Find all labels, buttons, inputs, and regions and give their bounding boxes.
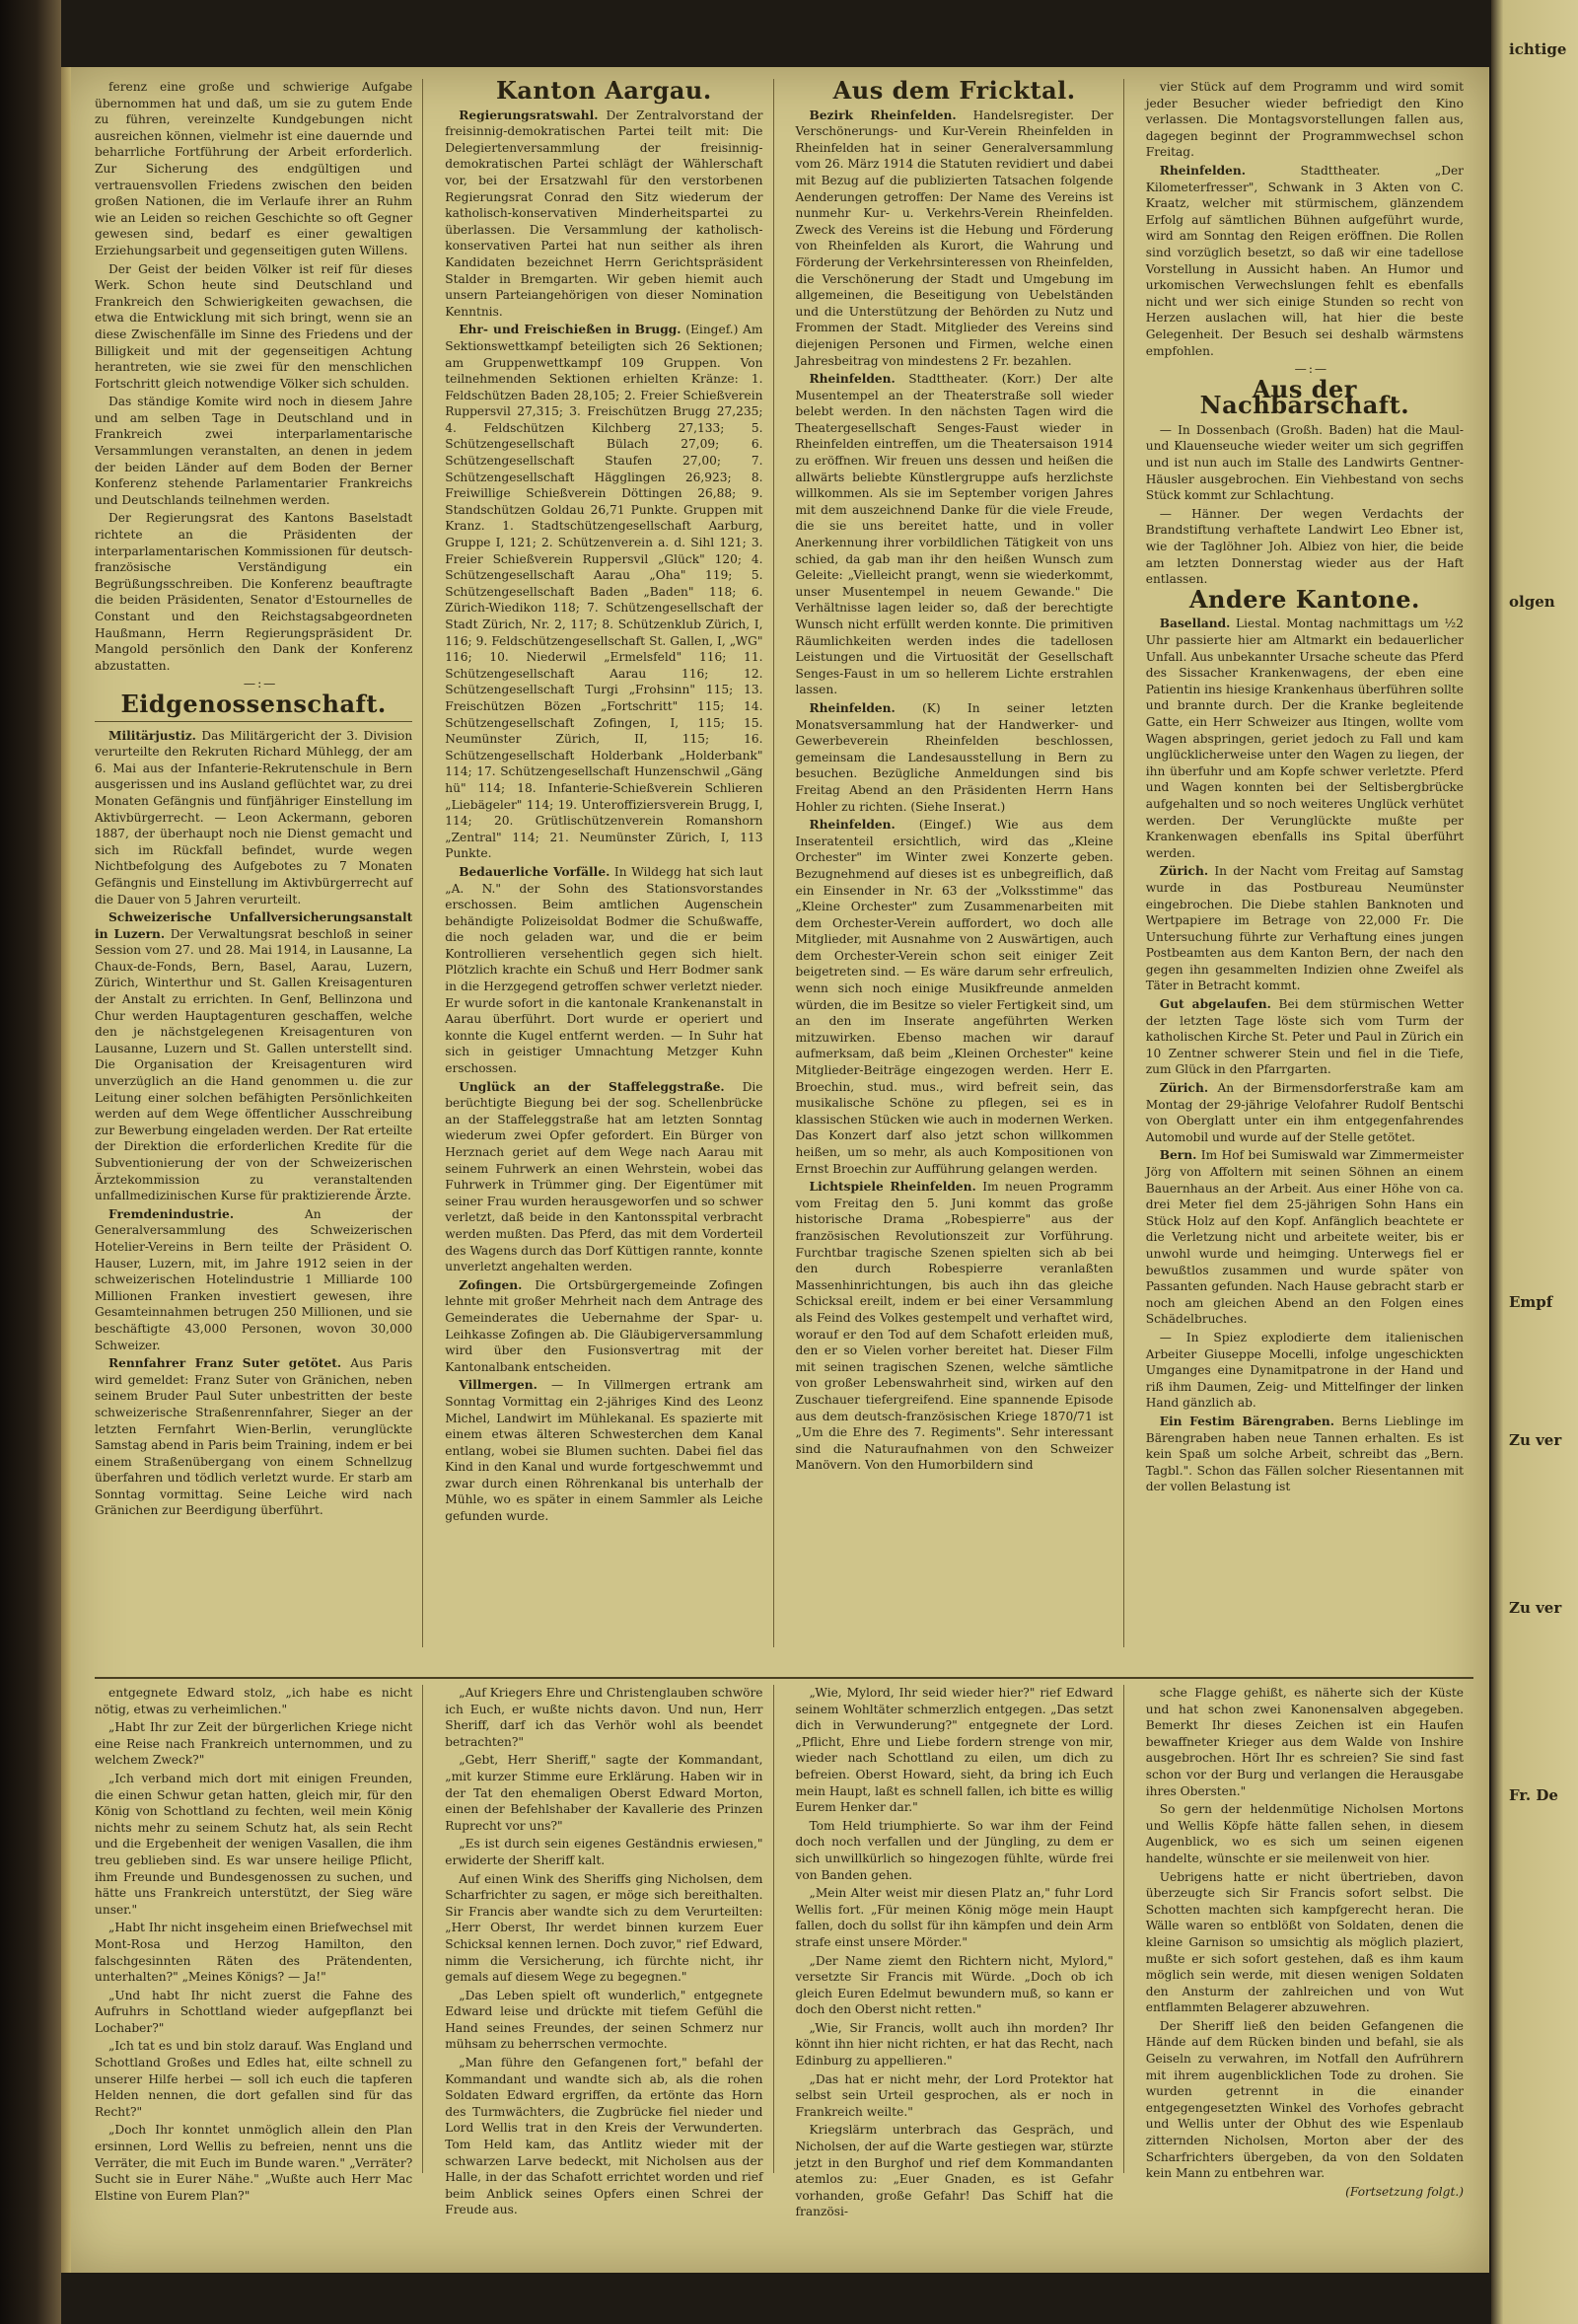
news-item: — Hänner. Der wegen Verdachts der Brandstiftung verhaftete Landwirt Leo Ebner ist, wie der Taglöhner Joh. Albiez von hier, die beide am letzten Donnerstag wieder aus der Haft entlassen. xyxy=(1145,506,1464,587)
news-item xyxy=(445,108,762,321)
news-item xyxy=(1146,616,1464,861)
item-text: Stadttheater. (Korr.) Der alte Musentempel an der Theaterstraße soll wieder belebt werden. In den nächsten Tagen wird die Theatergesellschaft Senges-Faust wieder in Rheinfelden eintreffen, um die Theatersaison 1914 zu eröffnen. Wir freuen uns dessen und heißen die allwärts beliebte Künstlergruppe aufs herzlichste willkommen. Als sie im September vorigen Jahres mit dem auszeichnend Danke für die viele Freude, die sie uns bereitet hatte, und in voller Anerkennung ihrer vorbildlichen Tätigkeit von uns schied, da gab man ihr den heißen Wunsch zum Geleite: „Vielleicht prangt, wenn sie wiederkommt, unser Musentempel in neuem Gewande." Die Verhältnisse lagen leider so, daß der berechtigte Wunsch nicht erfüllt werden konnte. Die primitiven Räumlichkeiten werden indes die tadellosen Leistungen und die Virtuosität der Gesellschaft Senges-Faust in um so hellerem Lichte erstrahlen lassen. xyxy=(795,372,1113,697)
story-paragraph: So gern der heldenmütige Nicholsen Mortons und Wellis Köpfe hätte fallen sehen, in diesem Augenblick, wo es sich um seinen eigenen handelte, wünschte er sie meilenweit von hier. xyxy=(1145,1802,1464,1865)
adjacent-fragment: ichtige xyxy=(1509,40,1567,58)
feuilleton-rule xyxy=(95,1677,1473,1679)
story-paragraph: entgegnete Edward stolz, „ich habe es nicht nötig, etwas zu verheimlichen." xyxy=(95,1686,413,1716)
story-column-1 xyxy=(95,1685,423,2203)
section-heading-eidgenossenschaft: Eidgenossenschaft. xyxy=(120,689,387,718)
story-column-4 xyxy=(1145,1685,1473,2199)
item-title: Militärjustiz. xyxy=(108,728,196,743)
item-title: Gut abgelaufen. xyxy=(1159,997,1271,1012)
article-paragraph: Der Regierungsrat des Kantons Baselstadt richtete an die Präsidenten der interparlamentarischen Kommissionen für deutsch-französische Verständigung ein Begrüßungsschreiben. Die Konferenz beauftragte die beiden Präsidenten, Senator d'Estournelles de Constant und den Reichstagsabgeordneten Haußmann, Herrn Regierungspräsident Dr. Mangold persönlich den Dank der Konferenz abzustatten. xyxy=(95,511,413,673)
story-paragraph: „Der Name ziemt den Richtern nicht, Mylord," versetzte Sir Francis mit Würde. „Doch ob ich gleich Euren Edelmut bewundern muß, so kann er doch den Oberst nicht retten." xyxy=(795,1953,1113,2017)
adjacent-fragment: Zu ver xyxy=(1509,1599,1562,1617)
story-paragraph: „Das Leben spielt oft wunderlich," entgegnete Edward leise und drückte mit tiefem Gefühl die Hand seines Freundes, der seinen Schmerz nur mühsam zu beherrschen vermochte. xyxy=(445,1988,763,2052)
item-text: Die berüchtigte Biegung bei der sog. Schellenbrücke an der Staffeleggstraße hat am letzten Sonntag wiederum zwei Opfer gefordert. Ein Bürger von Herznach geriet auf dem Wege nach Aarau mit seinem Fuhrwerk an einen Wehrstein, wobei das Fuhrwerk in Trümmer ging. Der Eigentümer mit seiner Frau wurden herausgeworfen und so schwer verletzt, daß beide in den Kantonsspital verbracht werden mußten. Das Pferd, das mit dem Vorderteil des Wagens durch das Dorf Küttigen rannte, konnte unverletzt angehalten werden. xyxy=(445,1079,763,1274)
news-item xyxy=(1146,163,1464,359)
item-text: Bei dem stürmischen Wetter der letzten Tage löste sich vom Turm der katholischen Kirche St. Peter und Paul in Zürich ein 10 Zentner schwerer Stein und fiel in die Tiefe, zum Glück in den Pfarrgarten. xyxy=(1145,997,1464,1077)
separator: —:— xyxy=(243,677,278,691)
section-heading-nachbarschaft: Aus der Nachbarschaft. xyxy=(1199,374,1410,420)
item-title: Rheinfelden. xyxy=(809,818,896,833)
story-paragraph: „Mein Alter weist mir diesen Platz an," fuhr Lord Wellis fort. „Für meinen König möge mein Haupt fallen, doch du sollst für ihn kämpfen und dein Arm strafe einst unsere Mörder." xyxy=(795,1886,1113,1949)
item-text: Der Zentralvorstand der freisinnig-demokratischen Partei teilt mit: Die Delegiertenversammlung der freisinnig-demokratischen Partei schlägt der Wählerschaft vor, bei der Ersatzwahl für den verstorbenen Regierungsrat Conrad den Sitz wiederum der katholisch-konservativen Minderheitspartei zu überlassen. Die Versammlung der katholisch-konservativen Partei hat nun seither als ihren Kandidaten bezeichnet Herrn Gerichtspräsident Stalder in Bremgarten. Wir geben hiemit auch unsern Parteiangehörigen von dieser Nomination Kenntnis. xyxy=(445,108,763,319)
item-text: An der Birmensdorferstraße kam am Montag der 29-jährige Velofahrer Rudolf Bentschi von Oberglatt unter ein ihm entgegenfahrendes Automobil und wurde auf der Stelle getötet. xyxy=(1145,1081,1464,1144)
news-item xyxy=(796,371,1113,698)
column-3 xyxy=(795,76,1124,1647)
story-paragraph: „Wie, Sir Francis, wollt auch ihn morden? Ihr könnt ihn hier nicht richten, er hat das Recht, nach Edinburg zu appellieren." xyxy=(795,2020,1113,2069)
item-title: Villmergen. xyxy=(459,1378,538,1393)
story-paragraph: sche Flagge gehißt, es näherte sich der Küste und hat schon zwei Kanonensalven abgegeben. Bemerkt Ihr dieses Zeichen ist ein Haufen bewaffneter Krieger aus dem Walde von Inshire ausgebrochen. Hört Ihr es schreien? Sie sind fast schon vor der Burg und verlangen die Herausgabe ihres Obersten." xyxy=(1145,1686,1464,1798)
article-paragraph: Das ständige Komite wird noch in diesem Jahre und am selben Tage in Deutschland und in Frankreich zwei interparlamentarische Versammlungen veranstalten, an denen in jedem der beiden Länder auf dem Boden der Berner Konferenz stehende Parlamentarier Frankreichs und Deutschlands teilnehmen werden. xyxy=(95,395,413,507)
story-paragraph: „Es ist durch sein eigenes Geständnis erwiesen," erwiderte der Sheriff kalt. xyxy=(445,1837,763,1867)
article-paragraph: Der Geist der beiden Völker ist reif für dieses Werk. Schon heute sind Deutschland und Frankreich den Schwierigkeiten gewachsen, die etwa die Entwicklung mit sich bringt, wenn sie an diese Zwischenfälle im Sinne des Friedens und der Billigkeit und mit der gegenseitigen Achtung herantreten, wie sie zwei für den menschlichen Fortschritt gleich notwendige Völker sich schulden. xyxy=(95,261,413,391)
item-title: Bedauerliche Vorfälle. xyxy=(459,864,610,879)
story-paragraph: „Man führe den Gefangenen fort," befahl der Kommandant und wandte sich ab, als die rohen Soldaten Edward ergriffen, da ertönte das Horn des Turmwächters, die Zugbrücke fiel nieder und Lord Wellis trat in den Kreis der Verwunderten. Tom Held kam, das Antlitz wieder mit der schwarzen Larve bedeckt, mit Nicholsen aus der Halle, in der das Schafott errichtet worden und rief beim Anblick seines Opfers einen Schrei der Freude aus. xyxy=(445,2056,763,2217)
item-title: Zürich. xyxy=(1159,1081,1209,1096)
item-title: Lichtspiele Rheinfelden. xyxy=(809,1180,976,1195)
story-paragraph: Auf einen Wink des Sheriffs ging Nicholsen, dem Scharfrichter zu sagen, er möge sich bereithalten. Sir Francis aber wandte sich zu dem Verurteilten: „Herr Oberst, Ihr werdet binnen kurzem Euer Schicksal kennen lernen. Doch zuvor," rief Edward, nimm die Versicherung, ich fürchte nicht, ihr gemals auf diesem Wege zu begegnen." xyxy=(445,1871,763,1985)
item-title: Rheinfelden. xyxy=(809,372,896,387)
news-item xyxy=(445,864,762,1077)
item-title: Bezirk Rheinfelden. xyxy=(809,108,957,122)
binding-gutter xyxy=(0,0,61,2324)
rule xyxy=(95,721,412,722)
news-item xyxy=(445,1079,762,1275)
news-item xyxy=(95,1355,412,1519)
item-title: Schweizerische Unfallversicherungsanstalt in Luzern. xyxy=(95,910,413,941)
story-paragraph: „Und habt Ihr nicht zuerst die Fahne des Aufruhrs in Schottland wieder aufgepflanzt bei Lochaber?" xyxy=(95,1988,413,2035)
item-text: In der Nacht vom Freitag auf Samstag wurde in das Postbureau Neumünster eingebrochen. Die Diebe stahlen Banknoten und Wertpapiere im Betrage von 22,000 Fr. Die Untersuchung führte zur Verhaftung eines jungen Postbeamten aus dem Kanton Bern, der nach den gegen ihn gesammelten Indizien ohne Zweifel als Täter in Betracht kommt. xyxy=(1145,864,1464,993)
story-column-3 xyxy=(795,1685,1124,2219)
news-item xyxy=(1146,1080,1464,1145)
news-item xyxy=(95,909,412,1204)
article-paragraph: vier Stück auf dem Programm und wird somit jeder Besucher wieder befriedigt den Kino verlassen. Die Montagsvorstellungen fallen aus, dagegen beginnt der Programmwechsel schon Freitag. xyxy=(1145,80,1464,160)
item-text: Liestal. Montag nachmittags um ½2 Uhr passierte hier am Altmarkt ein bedauerlicher Unfall. Aus unbekannter Ursache scheute das Pferd des Sissacher Krankenwagens, der eben eine Patientin ins hiesige Krankenhaus überführen sollte und brannte durch. Der die Kranke begleitende Gatte, ein Herr Schweizer aus Itingen, wollte vom Wagen abspringen, geriet jedoch zu Fall und kam unglücklicherweise unter den Wagen zu liegen, der ihn überfuhr und am Kopfe schwer verletzte. Pferd und Wagen konnten bei der Seltisbergbrücke aufgehalten und so noch weiteres Unglück verhütet werden. Der Verunglückte mußte per Krankenwagen ebenfalls ins Spital überführt werden. xyxy=(1145,617,1464,860)
item-text: (K) In seiner letzten Monatsversammlung hat der Handwerker- und Gewerbeverein Rheinfelden beschlossen, gemeinsam die Landesausstellung in Bern zu besuchen. Bezügliche Anmeldungen sind bis Freitag Abend an den Präsidenten Herrn Hans Hohler zu richten. (Siehe Inserat.) xyxy=(795,700,1113,814)
news-item xyxy=(796,1179,1113,1474)
separator: —:— xyxy=(1294,362,1329,377)
adjacent-fragment: Fr. De xyxy=(1509,1786,1558,1804)
column-2 xyxy=(445,76,773,1647)
story-paragraph: Uebrigens hatte er nicht übertrieben, davon überzeugte sich Sir Francis sofort selbst. Die Schotten machten sich kampfgerecht heran. Die Wälle waren so entblößt von Soldaten, denen die kleine Garnison so umsichtig als möglich plaziert, mußte er sich sofort gestehen, daß es ihm kaum möglich sein werde, mit diesen wenigen Soldaten den Ansturm der zahlreichen und von Wut entflammten Belagerer abzuwehren. xyxy=(1145,1869,1464,2015)
item-text: — In Villmergen ertrank am Sonntag Vormittag ein 2-jähriges Kind des Leonz Michel, Landwirt im Mühlekanal. Es spazierte mit einem etwas älteren Schwesterchen dem Kanal entlang, wobei sie Blumen suchten. Dabei fiel das Kind in den Kanal und wurde fortgeschwemmt und zwar durch einen Röhrenkanal bis unterhalb der Mühle, wo es später in einem Sammler als Leiche gefunden wurde. xyxy=(445,1378,763,1524)
story-paragraph: „Doch Ihr konntet unmöglich allein den Plan ersinnen, Lord Wellis zu befreien, nennt uns die Verräter, die mit Euch im Bunde waren." „Verräter? Sucht sie in Eurer Nähe." „Wußte auch Herr Mac Elstine von Eurem Plan?" xyxy=(95,2123,413,2203)
adjacent-fragment: olgen xyxy=(1509,593,1555,611)
section-heading-kanton-aargau: Kanton Aargau. xyxy=(496,76,712,105)
item-title: Zürich. xyxy=(1159,864,1209,879)
item-title: Ein Festim Bärengraben. xyxy=(1159,1414,1334,1428)
story-column-2 xyxy=(445,1685,773,2217)
column-1 xyxy=(95,79,423,1647)
feuilleton-story xyxy=(95,1685,1473,2219)
adjacent-page-edge xyxy=(1491,0,1578,2324)
item-text: Berns Lieblinge im Bärengraben haben neue Tannen erhalten. Es ist kein Spaß um solche Arbeit, schreibt das „Bern. Tagbl.". Schon das Fällen solcher Riesentannen mit der vollen Belastung ist xyxy=(1145,1414,1464,1494)
item-text: (Eingef.) Am Sektionswettkampf beteiligten sich 26 Sektionen; am Gruppenwettkampf 109 Gruppen. Von teilnehmenden Sektionen erhielten Kränze: 1. Feldschützen Baden 28,105; 2. Freier Schießverein Ruppersvil 27,315; 3. Freischützen Brugg 27,235; 4. Feldschützen Kilchberg 27,133; 5. Schützengesellschaft Bülach 27,09; 6. Schützengesellschaft Staufen 27,00; 7. Schützengesellschaft Hägglingen 26,923; 8. Freiwillige Schießverein Döttingen 26,88; 9. Standschützen Goldau 26,71 Punkte. Gruppen mit Kranz. 1. Stadtschützengesellschaft Aarburg, Gruppe I, 121; 2. Schützenverein a. d. Sihl 121; 3. Freier Schießverein Ruppersvil „Glück" 120; 4. Schützengesellschaft Aarau „Oha" 119; 5. Schützengesellschaft Baden „Baden" 118; 6. Zürich-Wiedikon 118; 7. Schützengesellschaft der Stadt Zürich, Nr. 2, 117; 8. Schützenklub Zürich, I, 116; 9. Feldschützengesellschaft St. Gallen, I, „WG" 116; 10. Niederwil „Ermelsfeld" 116; 11. Schützengesellschaft Aarau 116; 12. Schützengesellschaft Turgi „Frohsinn" 115; 13. Freischützen Bözen „Fortschritt" 115; 14. Schützengesellschaft Zofingen, I, 115; 15. Neumünster Zürich, II, 115; 16. Schützengesellschaft Holderbank „Holderbank" 114; 17. Schützengesellschaft Hunzenschwil „Gäng hü" 114; 18. Infanterie-Schießverein Schlieren „Liebägeler" 114; 19. Unteroffiziersverein Brugg, I, 114; 20. Grütlischützenverein Romanshorn „Zentral" 114; 21. Neumünster Zürich, I, 113 Punkte. xyxy=(445,323,763,861)
news-item xyxy=(445,1377,762,1524)
news-item xyxy=(796,700,1113,815)
news-item: — In Dossenbach (Großh. Baden) hat die Maul- und Klauenseuche wieder weiter um sich gegriffen und ist nun auch im Stalle des Landwirts Gentner-Häusler ausgebrochen. Ein Viehbestand von sechs Stück kommt zur Schlachtung. xyxy=(1145,422,1464,503)
continuation-note: (Fortsetzung folgt.) xyxy=(1345,2184,1464,2199)
news-item xyxy=(95,1206,412,1353)
item-title: Rennfahrer Franz Suter getötet. xyxy=(108,1356,342,1371)
story-paragraph: „Ich tat es und bin stolz darauf. Was England und Schottland Großes und Edles hat, eilte schnell zu unserer Hilfe herbei — soll ich euch die tapferen Helden nennen, die dort gefallen sind für das Recht?" xyxy=(95,2039,413,2119)
news-item xyxy=(445,1277,762,1376)
story-paragraph: „Gebt, Herr Sheriff," sagte der Kommandant, „mit kurzer Stimme eure Erklärung. Haben wir in der Tat den ehemaligen Oberst Edward Morton, einen der Befehlshaber der Kavallerie des Prinzen Ruprecht vor uns?" xyxy=(445,1753,763,1833)
story-paragraph: „Habt Ihr zur Zeit der bürgerlichen Kriege nicht eine Reise nach Frankreich unternommen, und zu welchem Zweck?" xyxy=(95,1720,413,1768)
story-paragraph: „Wie, Mylord, Ihr seid wieder hier?" rief Edward seinem Wohltäter schmerzlich entgegen. „Das setzt dich in Verwunderung?" entgegnete der Lord. „Pflicht, Ehre und Liebe fordern strenge von mir, wieder nach Schottland zu eilen, um dich zu befreien. Oberst Howard, sieht, da bring ich Euch mein Haupt, laßt es schnell fallen, ich bitte es willig Eurem Henker dar." xyxy=(795,1686,1113,1815)
item-text: Die Ortsbürgergemeinde Zofingen lehnte mit großer Mehrheit nach dem Antrage des Gemeinderates die Uebernahme der Spar- u. Leihkasse Zofingen ab. Die Gläubigerversammlung wird über den Fusionsvertrag mit der Kantonalbank entscheiden. xyxy=(445,1277,763,1374)
story-paragraph: Der Sheriff ließ den beiden Gefangenen die Hände auf dem Rücken binden und befahl, sie als Geiseln zu verwahren, im Notfall den Aufrührern mit ihrem augenblicklichen Tode zu drohen. Sie wurden getrennt in die einander entgegengesetzten Winkel des Vorhofes gebracht und Wellis unter der Obhut des wie Espenlaub zitternden Nicholsen, Morton aber der des Scharfrichters übergeben, da von den Soldaten kein Mann zu entbehren war. xyxy=(1145,2018,1464,2181)
news-item xyxy=(1146,996,1464,1078)
column-4 xyxy=(1146,79,1473,1647)
story-paragraph: Kriegslärm unterbrach das Gespräch, und Nicholsen, der auf die Warte gestiegen war, stürzte jetzt in den Burghof und rief dem Kommandanten atemlos zu: „Euer Gnaden, es ist Gefahr vorhanden, große Gefahr! Das Schiff hat die französi- xyxy=(795,2123,1113,2219)
story-paragraph: „Ich verband mich dort mit einigen Freunden, die einen Schwur getan hatten, gleich mir, für den König von Schottland zu fechten, weil mein König nichts mehr zu seinem Schutz hat, als sein Recht und die Ergebenheit der wenigen Vasallen, die ihm treu geblieben sind. Es war unsere heilige Pflicht, ihm Freunde und Bundesgenossen zu suchen, und hätte uns Frankreich unterstützt, der Sieg wäre unser." xyxy=(95,1771,413,1917)
item-title: Unglück an der Staffeleggstraße. xyxy=(459,1079,725,1094)
news-item xyxy=(445,322,762,862)
news-item xyxy=(1146,1414,1464,1495)
item-title: Rheinfelden. xyxy=(809,700,896,715)
news-item xyxy=(95,728,412,908)
story-paragraph: Tom Held triumphierte. So war ihm der Feind doch noch verfallen und der Jüngling, zu dem er sich unwillkürlich so hingezogen fühlte, würde frei von Banden gehen. xyxy=(795,1818,1113,1882)
item-text: An der Generalversammlung des Schweizerischen Hotelier-Vereins in Bern teilte der Präsident O. Hauser, Luzern, mit, im Jahre 1912 seien in der schweizerischen Hotelindustrie 1 Milliarde 100 Millionen Franken investiert gewesen, ihre Gesamteinnahmen betrugen 250 Millionen, und sie beschäftigte 43,000 Personen, wovon 30,000 Schweizer. xyxy=(95,1206,413,1352)
section-heading-andere-kantone: Andere Kantone. xyxy=(1188,584,1420,614)
item-title: Rheinfelden. xyxy=(1159,163,1246,178)
article-paragraph: ferenz eine große und schwierige Aufgabe übernommen hat und daß, um sie zu gutem Ende zu führen, vereinzelte Kundgebungen nicht ausreichen können, vielmehr ist eine dauernde und beharrliche Fortführung der Arbeit erforderlich. Zur Sicherung des endgültigen und vertrauensvollen Friedens zwischen den beiden großen Nationen, die im Verlaufe ihrer an Ruhm wie an Leiden so reichen Geschichte so oft Gegner gewesen sind, bedarf es einer gewaltigen Erziehungsarbeit und gegenseitigen guten Willens. xyxy=(95,80,413,257)
adjacent-fragment: Empf xyxy=(1509,1293,1553,1311)
page-edge xyxy=(61,67,71,2273)
item-text: (Eingef.) Wie aus dem Inseratenteil ersichtlich, wird das „Kleine Orchester" im Winter zwei Konzerte geben. Bezugnehmend auf dieses ist es unbegreiflich, daß ein Einsender in Nr. 63 der „Volksstimme" das „Kleine Orchester" zum Zusammenarbeiten mit dem Orchester-Verein auffordert, wo doch alle Mitglieder, mit Ausnahme von 2 Auswärtigen, auch dem Orchester-Verein schon seit einiger Zeit beigetreten sind. — Es wäre darum sehr erfreulich, wenn sich noch einige Musikfreunde anmelden würden, die im Besitze so vieler Fertigkeit sind, um an den im Inserate angeführten Werken mitzuwirken. Ebenso machen wir darauf aufmerksam, daß beim „Kleinen Orchester" keine Mitglieder-Beiträge eingezogen werden. Herr E. Broechin, stud. mus., wird befreit sein, das musikalische Schöne zu pflegen, sei es in klassischen Stücken wie auch in modernen Werken. Das Konzert darf also jetzt schon willkommen heißen, um so mehr, als auch Kompositionen von Ernst Broechin zur Aufführung gelangen werden. xyxy=(795,818,1113,1176)
item-text: Aus Paris wird gemeldet: Franz Suter von Gränichen, neben seinem Bruder Paul Suter unbestritten der beste schweizerische Straßenrennfahrer, Sieger an der letzten Fernfahrt Wien-Berlin, verunglückte Samstag abend in Paris beim Training, indem er bei einem Straßenübergang von einem Schnellzug überfahren und tödlich verletzt wurde. Er starb am Sonntag vormittag. Seine Leiche wird nach Gränichen zur Beerdigung überführt. xyxy=(95,1356,413,1518)
section-heading-fricktal: Aus dem Fricktal. xyxy=(832,76,1076,105)
item-text: Das Militärgericht der 3. Division verurteilte den Rekruten Richard Mühlegg, der am 6. Mai aus der Infanterie-Rekrutenschule in Bern ausgerissen und ins Ausland geflüchtet war, zu drei Monaten Gefängnis und fünfjähriger Einstellung im Aktivbürgerrecht. — Leon Ackermann, geboren 1887, der überhaupt noch nie Dienst gemacht und sich im Rückfall befindet, wurde wegen Nichtbefolgung des Aufgebotes zu 7 Monaten Gefängnis und Einstellung im Aktivbürgerrecht auf die Dauer von 5 Jahren verurteilt. xyxy=(95,728,413,907)
news-item xyxy=(1146,1147,1464,1328)
item-title: Regierungsratswahl. xyxy=(459,108,599,122)
item-text: Im Hof bei Sumiswald war Zimmermeister Jörg von Affoltern mit seinen Söhnen an einem Bauernhaus an der Arbeit. Aus einer Höhe von ca. drei Meter fiel dem 25-jährigen Sohn Hans ein Stück Holz auf den Kopf. Anfänglich beachtete er die Verletzung nicht und arbeitete weiter, bis er unwohl wurde und heimging. Unterwegs fiel er bewußtlos zusammen und wurde später von Passanten gefunden. Nach Hause gebracht starb er noch am gleichen Abend an den Folgen eines Schädelbruches. xyxy=(1145,1148,1464,1327)
item-text: Der Verwaltungsrat beschloß in seiner Session vom 27. und 28. Mai 1914, in Lausanne, La Chaux-de-Fonds, Bern, Basel, Aarau, Luzern, Zürich, Winterthur und St. Gallen Kreisagenturen der Anstalt zu errichten. In Genf, Bellinzona und Chur werden Hauptagenturen geschaffen, welche den je nächstgelegenen Kreisagenturen von Lausanne, Luzern und St. Gallen unterstellt sind. Die Organisation der Kreisagenturen wird unverzüglich an die Hand genommen u. die zur Leitung einer solchen befähigten Persönlichkeiten werden auf dem Wege öffentlicher Ausschreibung zur Bewerbung eingeladen werden. Der Rat erteilte der Direktion die erforderlichen Kredite für die Subventionierung der von der Schweizerischen Ärztekommission zu veranstaltenden unfallmedizinischen Kurse für praktizierende Ärzte. xyxy=(95,926,413,1203)
item-title: Baselland. xyxy=(1159,617,1231,631)
adjacent-fragment: Zu ver xyxy=(1509,1431,1562,1449)
item-text: Stadttheater. „Der Kilometerfresser", Schwank in 3 Akten von C. Kraatz, welcher mit stürmischem, glänzendem Erfolg auf sämtlichen Bühnen aufgeführt wurde, wird am Sonntag den Reigen eröffnen. Die Rollen sind vorzüglich besetzt, so daß wir eine tadellose Vorstellung in Aussicht haben. An Humor und urkomischen Verwechslungen fehlt es ebenfalls nicht und wer sich einige Stunden so recht von Herzen auslachen will, hat hier die beste Gelegenheit. Der Besuch sei deshalb wärmstens empfohlen. xyxy=(1145,163,1464,358)
news-item xyxy=(796,817,1113,1177)
story-paragraph: „Habt Ihr nicht insgeheim einen Briefwechsel mit Mont-Rosa und Herzog Hamilton, den falschgesinnten Räten des Prätendenten, unterhalten?" „Meines Königs? — Ja!" xyxy=(95,1921,413,1985)
item-title: Ehr- und Freischießen in Brugg. xyxy=(459,323,681,337)
item-text: Handelsregister. Der Verschönerungs- und Kur-Verein Rheinfelden in Rheinfelden hat in seiner Generalversammlung vom 26. März 1914 die Statuten revidiert und dabei mit Bezug auf die publizierten Tatsachen folgende Aenderungen getroffen: Der Name des Vereins ist nunmehr Kur- u. Verkehrs-Verein Rheinfelden. Zweck des Vereins ist die Hebung und Förderung von Rheinfelden als Kurort, die Wahrung und Förderung der Verkehrsinteressen von Rheinfelden, die Verschönerung der Stadt und Umgebung im allgemeinen, die Beseitigung von Uebelständen und die Unterstützung der Behörden zu Nutz und Frommen der Stadt. Mitglieder des Vereins sind diejenigen Personen und Firmen, welche einen Jahresbeitrag von mindestens 2 Fr. bezahlen. xyxy=(795,108,1113,368)
news-item xyxy=(1146,863,1464,994)
item-title: Fremdenindustrie. xyxy=(108,1206,235,1221)
item-title: Zofingen. xyxy=(459,1277,523,1292)
story-paragraph: „Das hat er nicht mehr, der Lord Protektor hat selbst sein Urteil gesprochen, als er noch in Frankreich weilte." xyxy=(795,2071,1113,2119)
news-item: — In Spiez explodierte dem italienischen Arbeiter Giuseppe Mocelli, infolge ungeschickten Umganges eine Dynamitpatrone in der Hand und riß ihm Daumen, Zeig- und Mittelfinger der linken Hand gänzlich ab. xyxy=(1145,1330,1464,1411)
story-paragraph: „Auf Kriegers Ehre und Christenglauben schwöre ich Euch, er wußte nichts davon. Und nun, Herr Sheriff, darf ich das Verhör wohl als beendet betrachten?" xyxy=(445,1686,763,1749)
item-title: Bern. xyxy=(1159,1148,1197,1163)
news-item xyxy=(796,108,1113,370)
item-text: Im neuen Programm vom Freitag den 5. Juni kommt das große historische Drama „Robespierre" aus der französischen Revolutionszeit zur Vorführung. Furchtbar tragische Szenen spielten sich ab bei den durch Robespierre veranlaßten Massenhinrichtungen, bis auch ihn das gleiche Schicksal ereilt, indem er bei einer Versammlung als Feind des Volkes gestempelt und verhaftet wird, worauf er den Tod auf dem Schafott erleiden muß, den er so Vielen vorher bereitet hat. Dieser Film mit seinen tragischen Szenen, welche sämtliche von großer Lebenswahrheit sind, wirken auf den Zuschauer tiefergreifend. Eine spannende Episode aus dem deutsch-französischen Kriege 1870/71 ist „Um die Ehre des 7. Regiments". Sehr interessant sind die Naturaufnahmen von den Schweizer Manövern. Von den Humorbildern sind xyxy=(795,1180,1113,1473)
item-text: In Wildegg hat sich laut „A. N." der Sohn des Stationsvorstandes erschossen. Beim amtlichen Augenschein behändigte Polizeisoldat Bodmer die Schußwaffe, die noch geladen war, und die er beim Kontrollieren versehentlich gegen sich hielt. Plötzlich krachte ein Schuß und Herr Bodmer sank in die Herzgegend getroffen schwer verletzt nieder. Er wurde sofort in die kantonale Krankenanstalt in Aarau überführt. Dort wurde er operiert und konnte die Kugel entfernt werden. — In Suhr hat sich in geistiger Umnachtung Metzger Kuhn erschossen. xyxy=(445,864,763,1076)
